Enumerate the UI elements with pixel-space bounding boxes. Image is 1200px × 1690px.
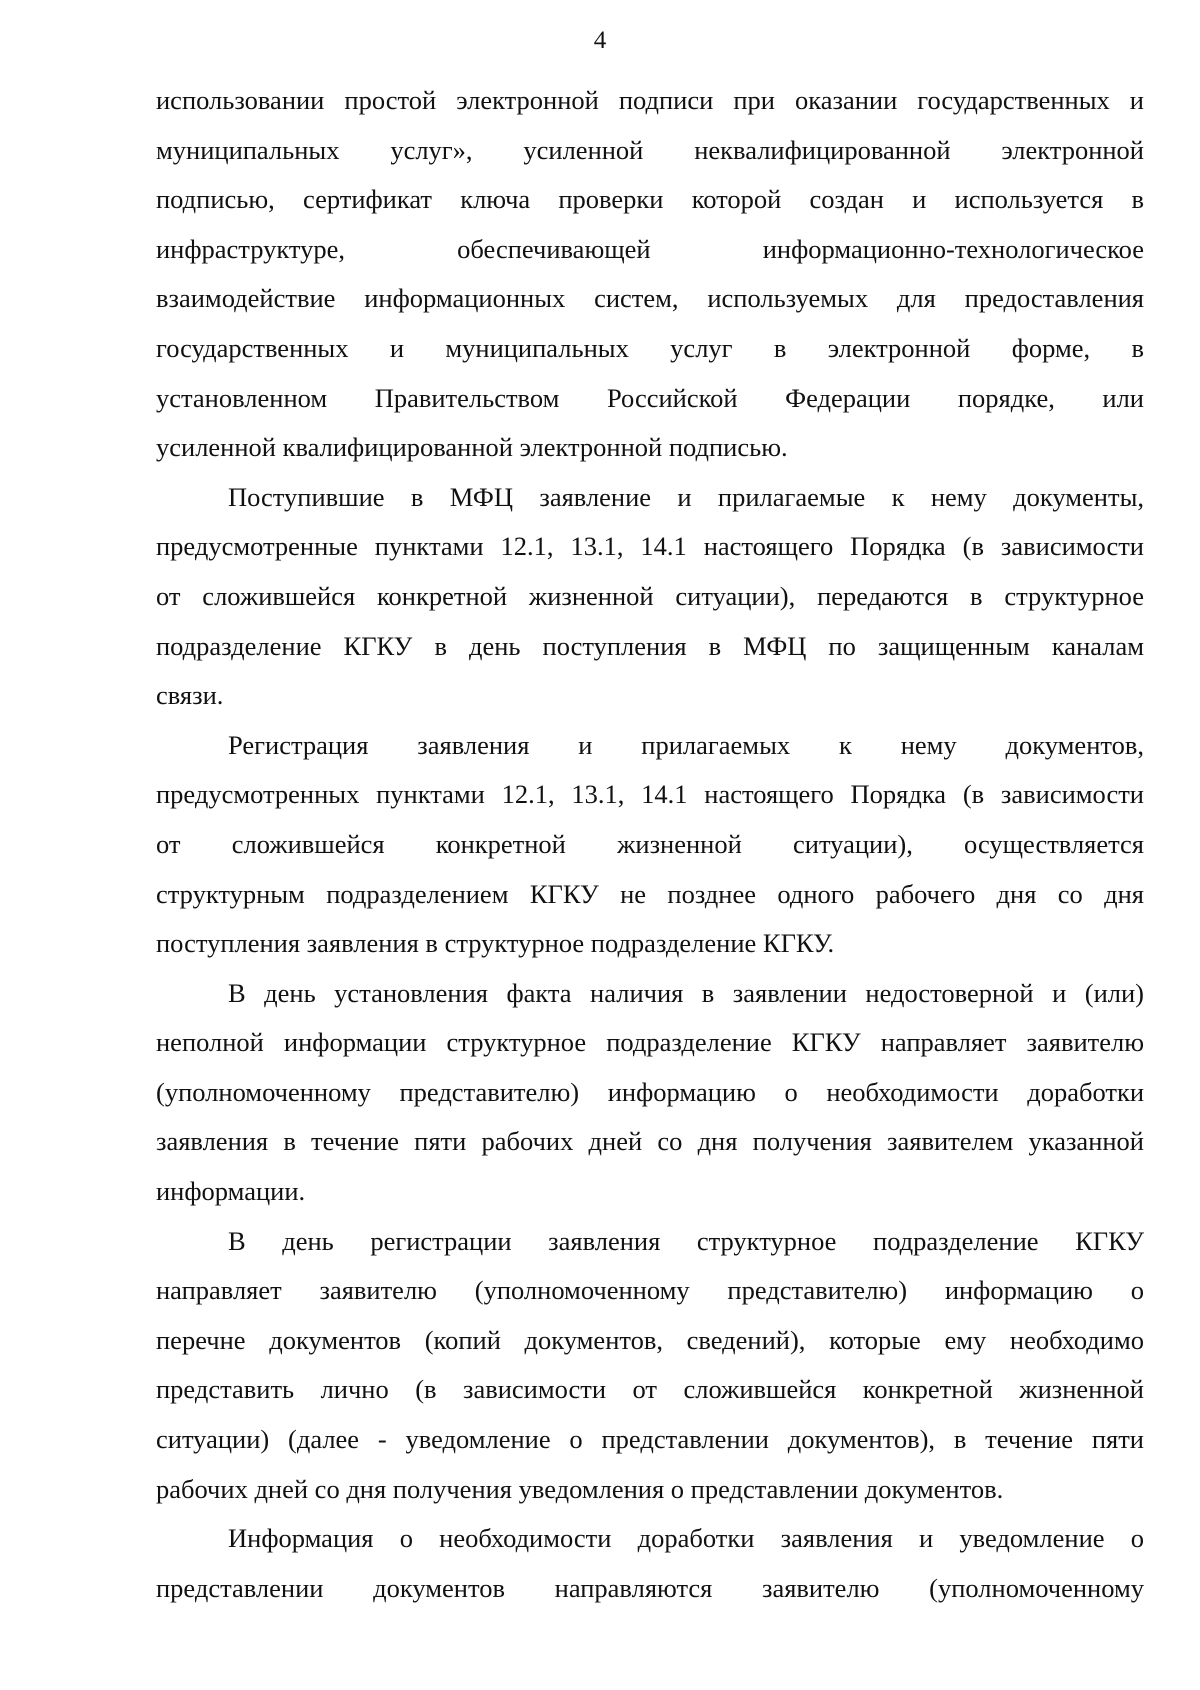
text-line: инфраструктуре, обеспечивающей информационно-технологическое — [156, 233, 1144, 264]
text-line: Поступившие в МФЦ заявление и прилагаемые к нему документы, — [228, 481, 1144, 512]
text-line: подписью, сертификат ключа проверки которой создан и используется в — [156, 184, 1144, 215]
text-line: представлении документов направляются заявителю (уполномоченному — [156, 1572, 1144, 1603]
text-line: муниципальных услуг», усиленной неквалифицированной электронной — [156, 134, 1144, 165]
text-line: взаимодействие информационных систем, используемых для предоставления — [156, 283, 1144, 314]
text-line: использовании простой электронной подписи при оказании государственных и — [156, 85, 1144, 115]
text-line: ситуации) (далее - уведомление о представлении документов), в течение пяти — [156, 1424, 1144, 1455]
text-line: (уполномоченному представителю) информацию о необходимости доработки — [156, 1076, 1144, 1107]
text-line: от сложившейся конкретной жизненной ситуации), осуществляется — [156, 828, 1144, 859]
text-line: Информация о необходимости доработки заявления и уведомление о — [228, 1523, 1144, 1554]
text-line: установленном Правительством Российской Федерации порядке, или — [156, 382, 1144, 413]
page-number: 4 — [593, 27, 607, 54]
text-line: предусмотренных пунктами 12.1, 13.1, 14.1 настоящего Порядка (в зависимости — [156, 779, 1144, 810]
text-line: перечне документов (копий документов, сведений), которые ему необходимо — [156, 1324, 1144, 1355]
text-line: предусмотренные пунктами 12.1, 13.1, 14.1 настоящего Порядка (в зависимости — [156, 531, 1144, 562]
text-line: неполной информации структурное подразделение КГКУ направляет заявителю — [156, 1027, 1144, 1058]
text-line: заявления в течение пяти рабочих дней со дня получения заявителем указанной — [156, 1126, 1144, 1157]
text-line: от сложившейся конкретной жизненной ситуации), передаются в структурное — [156, 580, 1144, 611]
body-text — [156, 76, 1144, 1613]
text-line: В день регистрации заявления структурное подразделение КГКУ — [228, 1225, 1144, 1256]
text-line: Регистрация заявления и прилагаемых к нему документов, — [228, 729, 1144, 760]
text-line: В день установления факта наличия в заявлении недостоверной и (или) — [228, 977, 1144, 1008]
text-line: информации. — [156, 1176, 306, 1207]
text-line: государственных и муниципальных услуг в электронной форме, в — [156, 332, 1144, 363]
text-line: усиленной квалифицированной электронной подписью. — [156, 432, 788, 463]
text-line: структурным подразделением КГКУ не позднее одного рабочего дня со дня — [156, 878, 1144, 909]
text-line: связи. — [156, 680, 224, 711]
text-line: поступления заявления в структурное подразделение КГКУ. — [156, 928, 835, 959]
text-line: подразделение КГКУ в день поступления в МФЦ по защищенным каналам — [156, 630, 1144, 661]
text-line: рабочих дней со дня получения уведомления о представлении документов. — [156, 1473, 1004, 1504]
text-line: направляет заявителю (уполномоченному представителю) информацию о — [156, 1275, 1144, 1306]
text-line: представить лично (в зависимости от сложившейся конкретной жизненной — [156, 1374, 1144, 1405]
